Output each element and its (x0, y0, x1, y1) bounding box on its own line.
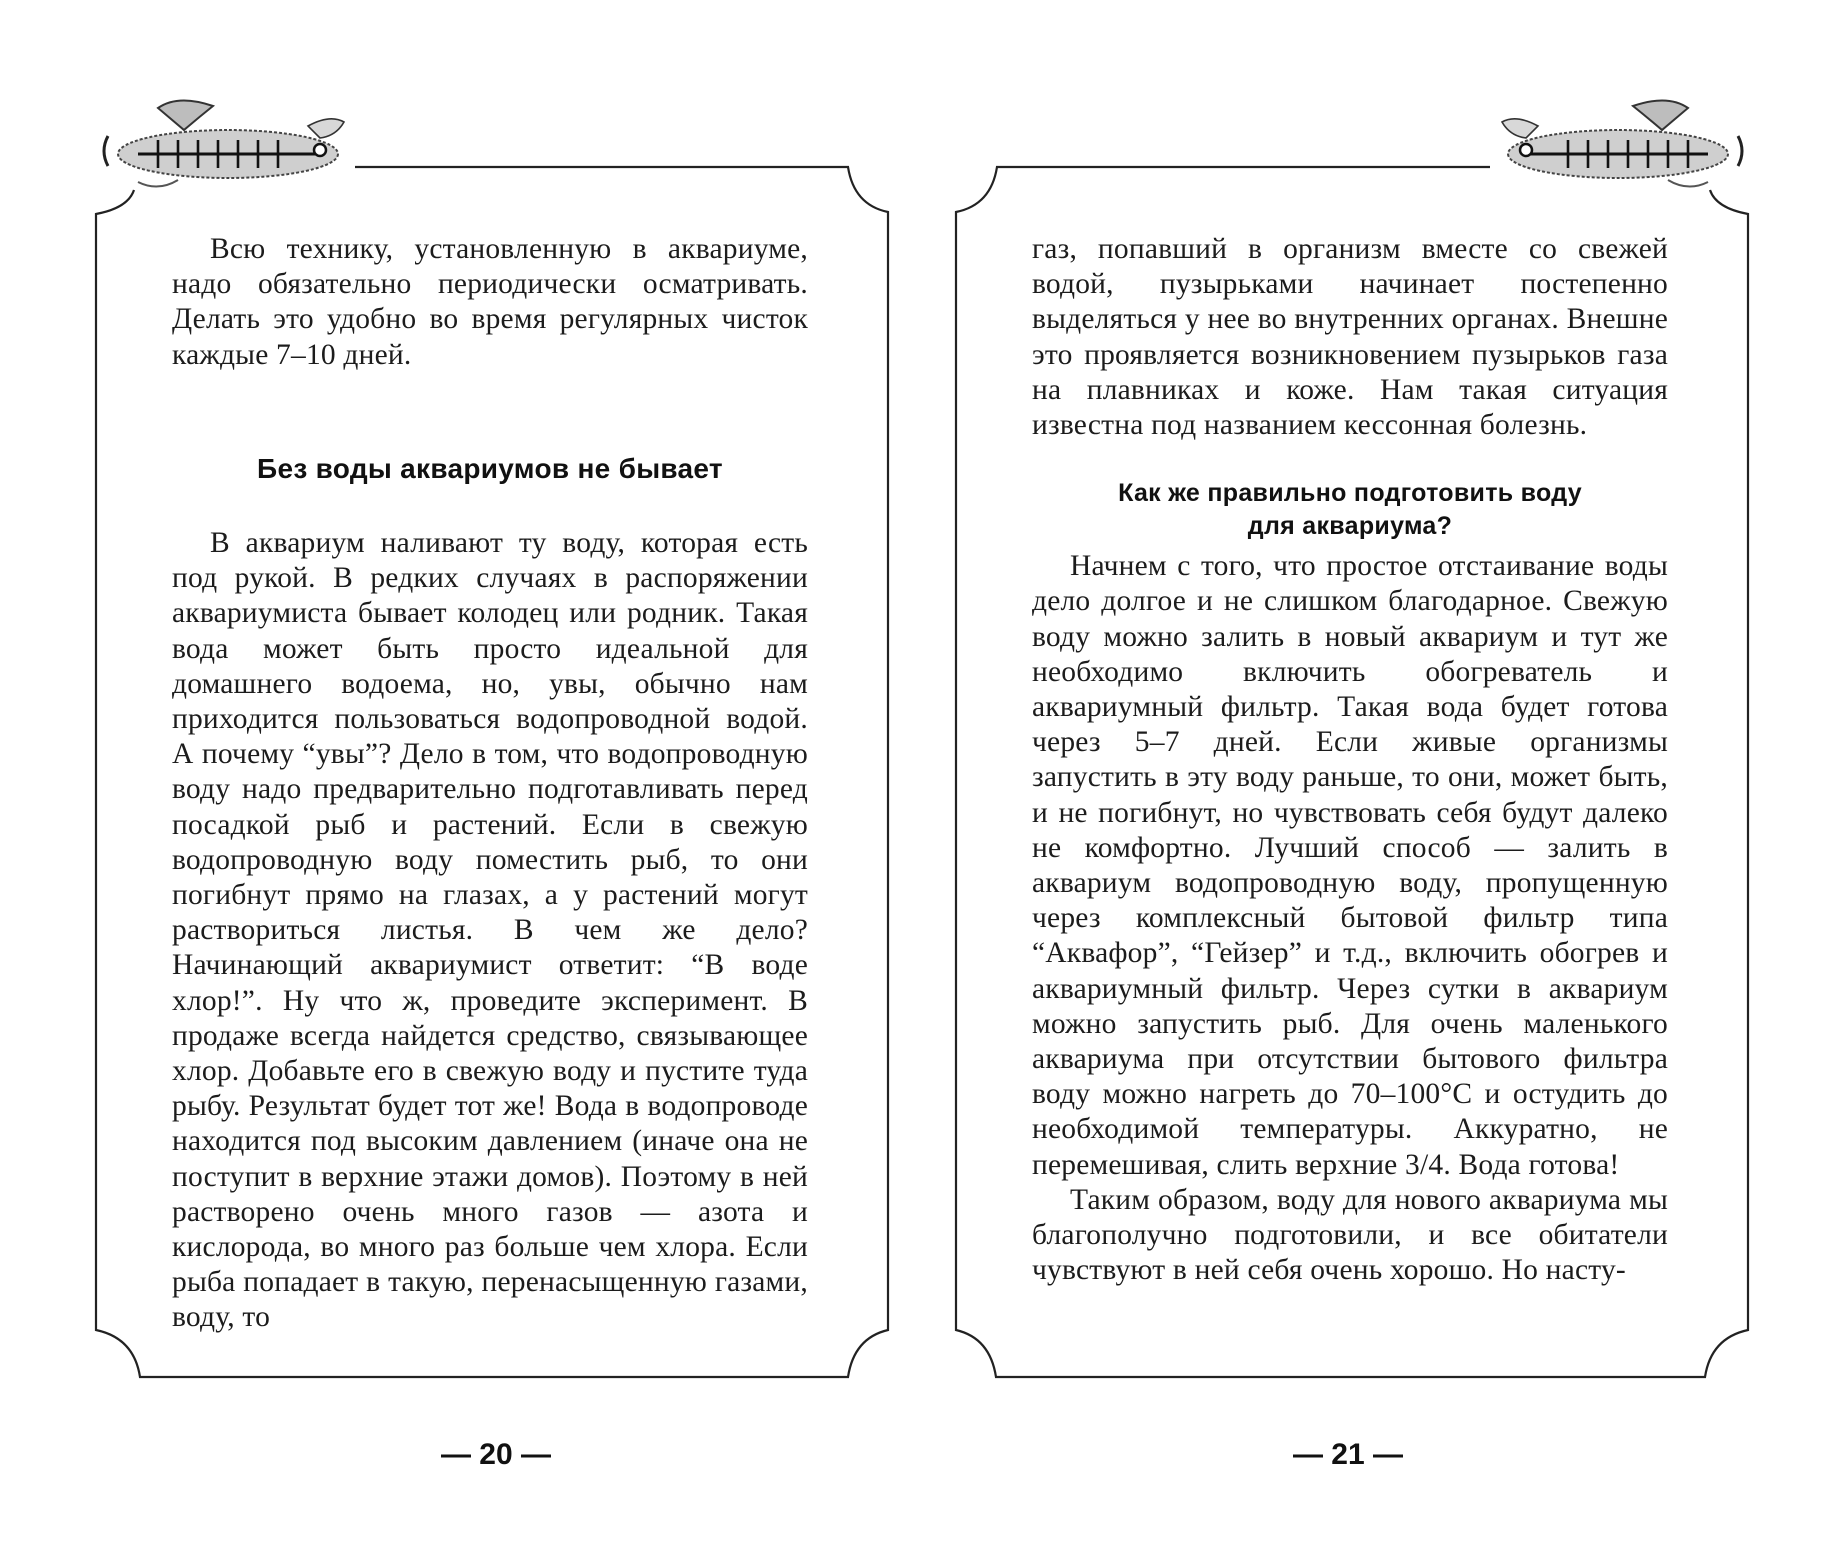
right-heading-line-1: Как же правильно подготовить воду (1118, 479, 1582, 508)
right-paragraph-1: газ, попавший в организм вместе со свежей водой, пузырьками начинает постепенно выделяться у нее во внутренних органах. Внешне это проявляется возникновением пузырьков газа на плавниках и коже. Нам такая ситуация известна под названием кессонная болезнь. (1032, 233, 1668, 442)
left-section-heading: Без воды аквариумов не бывает (257, 452, 723, 484)
left-paragraph-1: Всю технику, установленную в аквариуме, надо обязательно периодически осматривать. Делать это удобно во время регулярных чисток каждые 7–10 дней. (172, 233, 808, 371)
right-paragraph-3: Таким образом, воду для нового аквариума мы благополучно подготовили, и все обитатели чувствуют в ней себя очень хорошо. Но насту- (1032, 1183, 1668, 1287)
right-section-heading (1032, 477, 1668, 543)
page-number-left: — 20 — (440, 1438, 552, 1471)
right-paragraph-2: Начнем с того, что простое отстаивание воды дело долгое и не слишком благодарное. Свежую воду можно залить в новый аквариум и тут же необходимо включить обогреватель и аквариумный фильтр. Такая вода будет готова через 5–7 дней. Если живые организмы запустить в эту воду раньше, то они, может быть, и не погибнут, но чувствовать себя будут далеко не комфортно. Лучший способ — залить в аквариум водопроводную воду, пропущенную через комплексный бытовой фильтр типа “Аквафор”, “Гейзер” и т.д., включить обогрев и аквариумный фильтр. Через сутки в аквариум можно запустить рыб. Для очень маленького аквариума при отсутствии бытового фильтра воду можно нагреть до 70–100°С и остудить до необходимой температуры. Аккуратно, не перемешивая, слить верхние 3/4. Вода готова! (1032, 550, 1668, 1181)
right-heading-line-2: для аквариума? (1247, 512, 1453, 541)
page-number-right: — 21 — (1292, 1438, 1404, 1471)
left-page-text (172, 232, 808, 1336)
fish-ornament-icon (1490, 96, 1748, 196)
left-paragraph-2: В аквариум наливают ту воду, которая есть под рукой. В редких случаях в распоряжении аквариумиста бывает колодец или родник. Такая вода может быть просто идеальной для домашнего водоема, но, увы, обычно нам приходится пользоваться водопроводной водой. А почему “увы”? Дело в том, что водопроводную воду надо предварительно подготавливать перед посадкой рыб и растений. Если в свежую водопроводную воду поместить рыб, то они погибнут прямо на глазах, а у растений могут раствориться листья. В чем же дело? Начинающий аквариумист ответит: “В воде хлор!”. Ну что ж, проведите эксперимент. В продаже всегда найдется средство, связывающее хлор. Добавьте его в свежую воду и пустите туда рыбу. Результат будет тот же! Вода в водопроводе находится под высоким давлением (иначе она не поступит в верхние этажи домов). Поэтому в ней растворено очень много газов — азота и кислорода, во много раз больше чем хлора. Если рыба попадает в такую, перенасыщенную газами, воду, то (172, 527, 808, 1334)
fish-ornament-icon (98, 96, 356, 196)
right-page-text (1032, 232, 1668, 1288)
